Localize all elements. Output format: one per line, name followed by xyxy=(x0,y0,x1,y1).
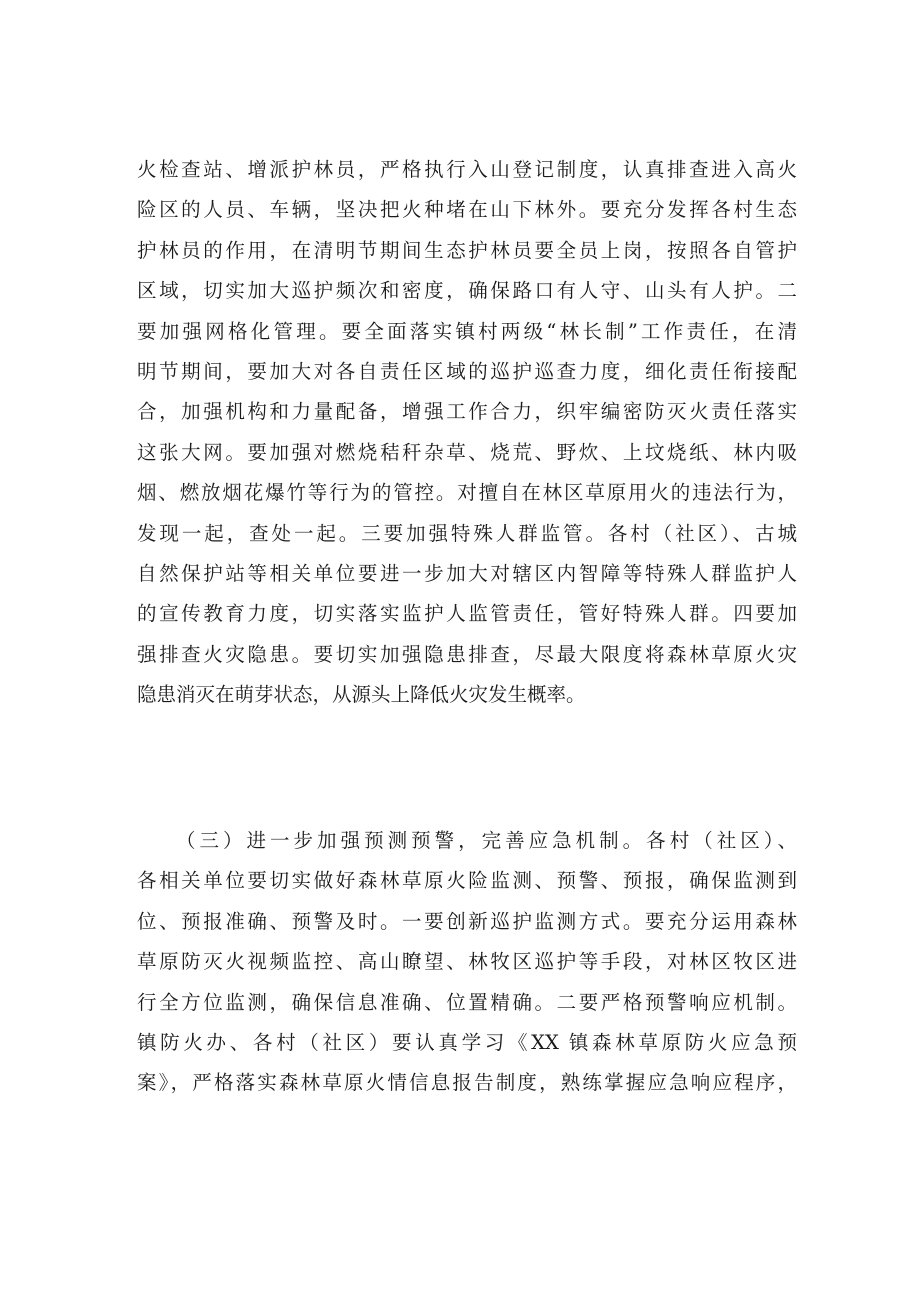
text-line: 火检查站、增派护林员，严格执行入山登记制度，认真排查进入高火 xyxy=(137,158,797,181)
text-line: 隐患消灭在萌芽状态，从源头上降低火灾发生概率。 xyxy=(137,683,586,707)
text-line: 各相关单位要切实做好森林草原火险监测、预警、预报，确保监测到 xyxy=(137,869,797,893)
text-line: 行全方位监测，确保信息准确、位置精确。二要严格预警响应机制。 xyxy=(137,990,797,1014)
text-line: 强排查火灾隐患。要切实加强隐患排查，尽最大限度将森林草原火灾 xyxy=(137,642,797,666)
paragraph-early-warning-mechanism xyxy=(137,821,797,1104)
text-line: 护林员的作用，在清明节期间生态护林员要全员上岗，按照各自管护 xyxy=(137,238,797,262)
section-heading-line: （三）进一步加强预测预警，完善应急机制。各村（社区）、 xyxy=(176,829,797,852)
text-line: 镇防火办、各村（社区）要认真学习《XX 镇森林草原防火应急预 xyxy=(137,1030,797,1054)
text-line: 明节期间，要加大对各自责任区域的巡护巡查力度，细化责任衔接配 xyxy=(137,359,797,383)
text-line: 烟、燃放烟花爆竹等行为的管控。对擅自在林区草原用火的违法行为， xyxy=(137,481,797,505)
text-line: 位、预报准确、预警及时。一要创新巡护监测方式。要充分运用森林 xyxy=(137,909,797,933)
paragraph-fire-prevention-measures xyxy=(137,150,797,715)
text-line: 合，加强机构和力量配备，增强工作合力，织牢编密防灭火责任落实 xyxy=(137,400,797,424)
text-line: 这张大网。要加强对燃烧秸秆杂草、烧荒、野炊、上坟烧纸、林内吸 xyxy=(137,440,797,464)
text-line: 案》，严格落实森林草原火情信息报告制度，熟练掌握应急响应程序， xyxy=(137,1071,797,1095)
text-line: 发现一起，查处一起。三要加强特殊人群监管。各村（社区）、古城 xyxy=(137,521,797,545)
text-line: 自然保护站等相关单位要进一步加大对辖区内智障等特殊人群监护人 xyxy=(137,561,797,585)
text-line: 草原防灭火视频监控、高山瞭望、林牧区巡护等手段，对林区牧区进 xyxy=(137,950,797,974)
text-line: 区域，切实加大巡护频次和密度，确保路口有人守、山头有人护。二 xyxy=(137,279,797,303)
text-line: 要加强网格化管理。要全面落实镇村两级“林长制”工作责任，在清 xyxy=(137,319,797,343)
text-line: 险区的人员、车辆，坚决把火种堵在山下林外。要充分发挥各村生态 xyxy=(137,198,797,222)
text-line: 的宣传教育力度，切实落实监护人监管责任，管好特殊人群。四要加 xyxy=(137,602,797,626)
